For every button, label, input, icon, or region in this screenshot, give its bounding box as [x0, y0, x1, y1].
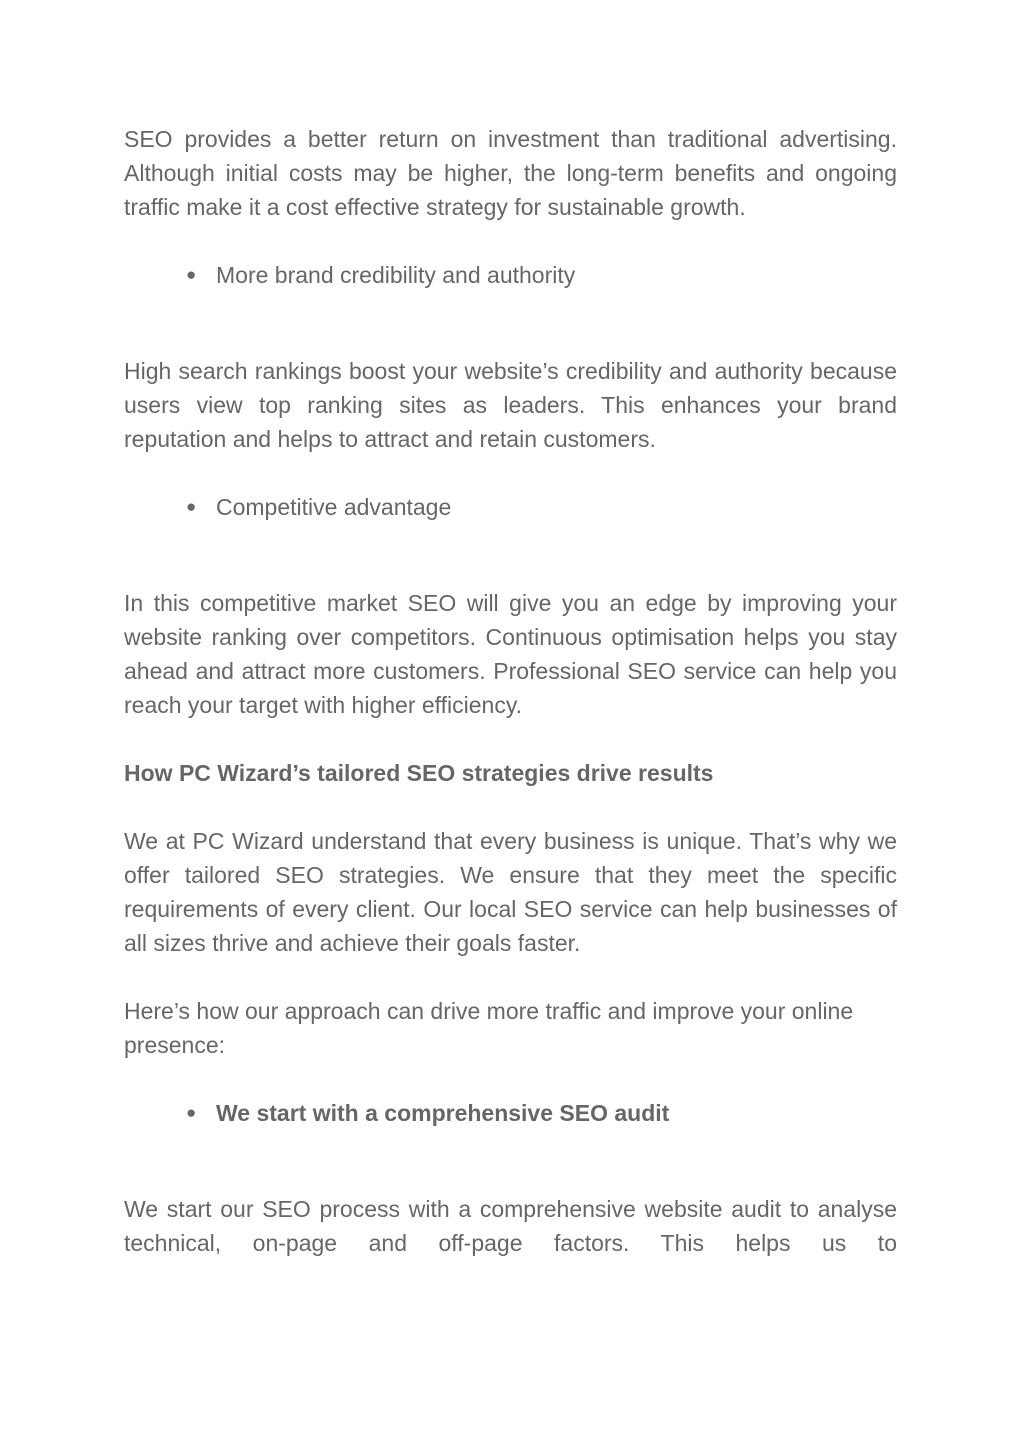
paragraph-competitive: In this competitive market SEO will give you an edge by improving your website ranking over competitors. Continuous optimisation helps you stay ahead and attract more customers. Professional SEO service can help you reach your target with higher efficiency.: [124, 590, 897, 718]
document-page: [124, 122, 897, 1260]
paragraph-audit: We start our SEO process with a comprehensive website audit to analyse technical, on-page and off-page factors. This helps us to: [124, 1196, 897, 1256]
list-item-label: More brand credibility and authority: [216, 262, 576, 288]
paragraph-credibility: High search rankings boost your website’s credibility and authority because users view top ranking sites as leaders. This enhances your brand reputation and helps to attract and retain customers.: [124, 358, 897, 452]
bullet-icon: ●: [186, 265, 197, 284]
list-item-label: We start with a comprehensive SEO audit: [216, 1100, 670, 1126]
list-item-audit: [124, 1096, 897, 1130]
list-item-credibility: [124, 258, 897, 292]
paragraph-approach: Here’s how our approach can drive more traffic and improve your online presence:: [124, 998, 854, 1058]
bullet-icon: ●: [186, 1103, 197, 1122]
list-item-label: Competitive advantage: [216, 494, 452, 520]
paragraph-tailored: We at PC Wizard understand that every business is unique. That’s why we offer tailored SEO strategies. We ensure that they meet the specific requirements of every client. Our local SEO service can help businesses of all sizes thrive and achieve their goals faster.: [124, 828, 897, 956]
section-heading: How PC Wizard’s tailored SEO strategies drive results: [124, 760, 714, 786]
paragraph-roi: SEO provides a better return on investment than traditional advertising. Although initial costs may be higher, the long-term benefits and ongoing traffic make it a cost effective strategy for sustainable growth.: [124, 126, 897, 220]
bullet-icon: ●: [186, 497, 197, 516]
list-item-competitive: [124, 490, 897, 524]
